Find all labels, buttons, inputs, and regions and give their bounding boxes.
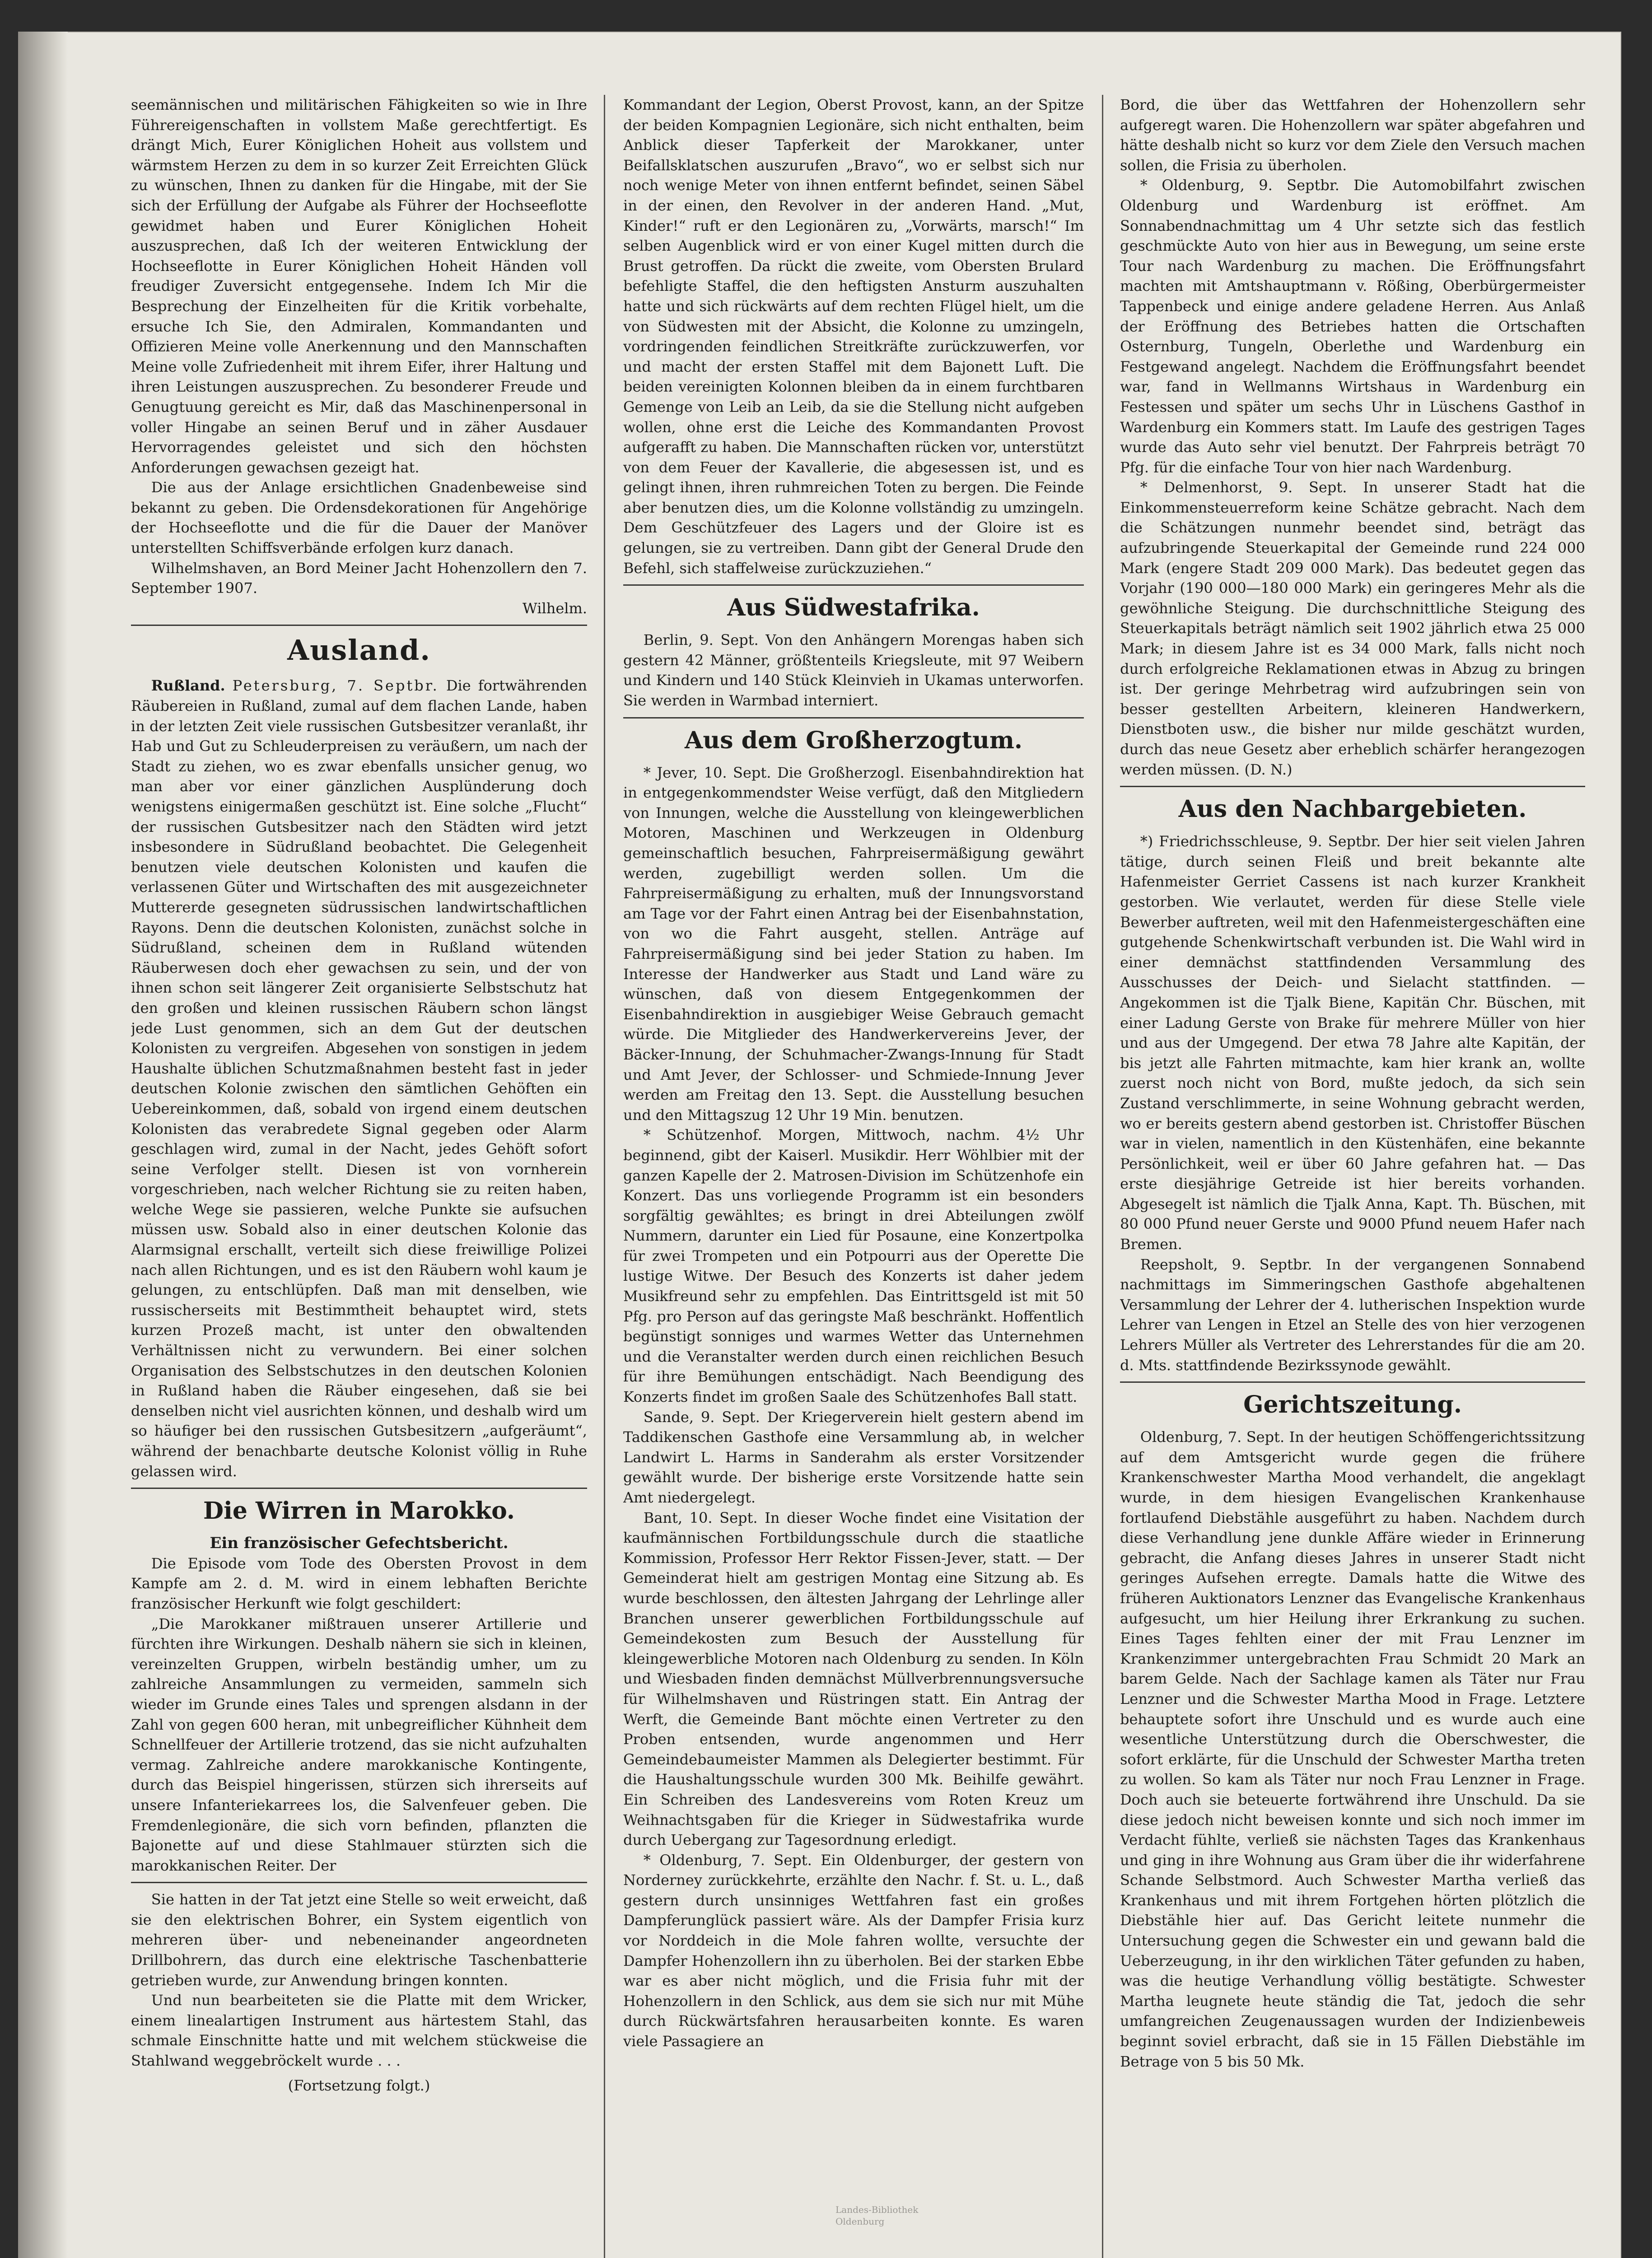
section-heading-ausland: Ausland.	[287, 634, 431, 667]
section-rule	[131, 625, 587, 626]
section-heading-gerichtszeitung: Gerichtszeitung.	[1243, 1391, 1462, 1419]
article-dateline: Petersburg, 7. Septbr.	[232, 677, 439, 695]
newspaper-page	[131, 95, 1585, 2258]
article-text: * Schützenhof. Morgen, Mittwoch, nachm. 4½ Uhr beginnend, gibt der Kaiserl. Musikdir. Herr Wöhlbier mit der ganzen Kapelle der 2. Matrosen-Division im Schützenhofe ein Konzert. Das uns vorliegende Programm ist ein besonders sorgfältig gewähltes; es bringt in drei Abteilungen zwölf Nummern, darunter ein Lied für Posaune, eine Konzertpolka für zwei Trompeten und ein Potpourri aus der Operette Die lustige Witwe. Der Besuch des Konzerts ist daher jedem Musikfreund sehr zu empfehlen. Das Eintrittsgeld ist mit 50 Pfg. pro Person auf das geringste Maß beschränkt. Hoffentlich begünstigt sonniges und warmes Wetter das Unternehmen und die Veranstalter werden durch einen reichlichen Besuch für ihre Bemühungen entschädigt. Nach Beendigung des Konzerts findet im großen Saale des Schützenhofes Ball statt.	[623, 1126, 1084, 1406]
section-heading-grossherzogtum: Aus dem Großherzogtum.	[685, 726, 1022, 754]
article-text: Bant, 10. Sept. In dieser Woche findet eine Visitation der kaufmännischen Fortbildungsschule durch die staatliche Kommission, Professor Herr Rektor Fissen-Jever, statt. — Der Gemeinderat hielt am gestrigen Montag eine Sitzung ab. Es wurde beschlossen, den ältesten Jahrgang der Lehrlinge aller Branchen unserer gewerblichen Fortbildungsschule auf Gemeindekosten zum Besuch der Ausstellung für kleingewerbliche Motoren nach Oldenburg zu senden. In Köln und Wiesbaden finden demnächst Müllverbrennungsversuche für Wilhelmshaven und Rüstringen statt. Ein Antrag der Werft, die Gemeinde Bant möchte einen Vertreter zu den Proben entsenden, wurde angenommen und Herr Gemeindebaumeister Mammen als Delegierter bestimmt. Für die Haushaltungsschule wurden 300 Mk. Beihilfe gewährt. Ein Schreiben des Landesvereins vom Roten Kreuz um Weihnachtsgaben für die Krieger in Südwestafrika wurde durch Uebergang zur Tagesordnung erledigt.	[623, 1509, 1084, 1849]
column-1	[131, 95, 587, 2258]
column-rule	[604, 95, 605, 2258]
article-subheading: Ein französischer Gefechtsbericht.	[210, 1534, 509, 1553]
section-rule	[1120, 786, 1585, 787]
section-rule	[623, 584, 1084, 586]
article-text: *) Friedrichsschleuse, 9. Septbr. Der hier seit vielen Jahren tätige, durch seinen Fleiß und breit bekannte alte Hafenmeister Gerriet Cassens ist nach kurzer Krankheit gestorben. Wie verlautet, werden für diese Stelle viele Bewerber auftreten, weil mit den Hafenmeistergeschäften eine gutgehende Schenkwirtschaft verbunden ist. Die Wahl wird in einer demnächst stattfindenden Versammlung des Ausschusses der Deich- und Sielacht stattfinden. — Angekommen ist die Tjalk Biene, Kapitän Chr. Büschen, mit einer Ladung Gerste von Brake für mehrere Müller von hier und aus der Umgegend. Der etwa 78 Jahre alte Kapitän, der bis jetzt alle Fahrten mitmachte, kam hier krank an, wollte zuerst noch nicht von Bord, mußte jedoch, da sich sein Zustand verschlimmerte, in seine Wohnung gebracht werden, wo er bereits gestern abend gestorben ist. Christoffer Büschen war in vielen, namentlich in den Küstenhäfen, eine bekannte Persönlichkeit, weil er über 60 Jahre gefahren hat. — Das erste diesjährige Getreide ist hier bereits vorhanden. Abgesegelt ist nämlich die Tjalk Anna, Kapt. Th. Büschen, mit 80 000 Pfund neuer Gerste und 9000 Pfund neuem Hafer nach Bremen.	[1120, 833, 1585, 1253]
article-text: Berlin, 9. Sept. Von den Anhängern Morengas haben sich gestern 42 Männer, größtenteils Kriegsleute, mit 97 Weibern und Kindern und 140 Stück Kleinvieh in Ukamas unterworfen. Sie werden in Warmbad interniert.	[623, 631, 1084, 709]
article-text: Oldenburg, 7. Sept. In der heutigen Schöffengerichtssitzung auf dem Amtsgericht wurde gegen die frühere Krankenschwester Martha Mood verhandelt, die angeklagt wurde, in dem hiesigen Evangelischen Krankenhause fortlaufend Diebstähle ausgeführt zu haben. Nachdem durch diese Verhandlung jene dunkle Affäre wieder in Erinnerung gebracht, die Anfang dieses Jahres in unserer Stadt nicht geringes Aufsehen erregte. Damals hatte die Witwe des früheren Auktionators Lenzner das Evangelische Krankenhaus aufgesucht, um hier Heilung ihrer Erkrankung zu suchen. Eines Tages fehlten einer der mit Frau Lenzner im Krankenzimmer untergebrachten Frau Schmidt 20 Mark an barem Gelde. Nach der Sachlage kamen als Täter nur Frau Lenzner und die Schwester Martha Mood in Frage. Letztere behauptete sofort ihre Unschuld und es wurde auch eine wesentliche Unterstützung durch die Oberschwester, die sofort erklärte, für die Unschuld der Schwester Martha treten zu wollen. So kam als Täter nur noch Frau Lenzner in Frage. Doch auch sie beteuerte fortwährend ihre Unschuld. Da sie diese jedoch nicht beweisen konnte und sich noch immer im Verdacht fühlte, verließ sie nächsten Tages das Krankenhaus und ging in ihre Wohnung aus Gram über die ihr widerfahrene Schande Selbstmord. Auch Schwester Martha verließ das Krankenhaus und mit ihrem Fortgehen hörten plötzlich die Diebstähle hier auf. Das Gericht leitete nunmehr die Untersuchung gegen die Schwester ein und gewann bald die Ueberzeugung, in ihr den wirklichen Täter gefunden zu haben, was die heutige Verhandlung völlig bestätigte. Schwester Martha leugnete heute ständig die Tat, jedoch die sehr umfangreichen Zeugenaussagen wurden der Indizienbeweis beginnt soviel erbracht, daß sie in 15 Fällen Diebstähle im Betrage von 5 bis 50 Mk.	[1120, 1428, 1585, 2070]
decree-place-date: Wilhelmshaven, an Bord Meiner Jacht Hohenzollern den 7. September 1907.	[131, 559, 587, 597]
feuilleton-rule	[131, 1882, 587, 1883]
column-3	[1120, 95, 1585, 2258]
column-rule	[1102, 95, 1103, 2258]
section-heading-marokko: Die Wirren in Marokko.	[203, 1497, 515, 1525]
section-rule	[1120, 1381, 1585, 1383]
book-spine	[18, 32, 68, 2258]
article-lead: Rußland.	[151, 677, 225, 695]
article-text: Bord, die über das Wettfahren der Hohenzollern sehr aufgeregt waren. Die Hohenzollern war später abgefahren und hätte deshalb nicht so kurz vor dem Ziele den Versuch machen sollen, die Frisia zu überholen.	[1120, 96, 1585, 174]
continuation-note: (Fortsetzung folgt.)	[288, 2076, 430, 2094]
stamp-line: Oldenburg	[835, 2216, 885, 2227]
article-text: Kommandant der Legion, Oberst Provost, kann, an der Spitze der beiden Kompagnien Legionäre, sich nicht enthalten, beim Anblick dieser Tapferkeit der Marokkaner, unter Beifallsklatschen auszurufen „Bravo“, wo er selbst sich nur noch wenige Meter von ihnen entfernt befindet, seinen Säbel in der einen, den Revolver in der anderen Hand. „Mut, Kinder!“ ruft er den Legionären zu, „Vorwärts, marsch!“ Im selben Augenblick wird er von einer Kugel mitten durch die Brust getroffen. Da rückt die zweite, vom Obersten Brulard befehligte Staffel, die den heftigsten Ansturm auszuhalten hatte und sich rückwärts auf dem rechten Flügel hielt, um die von Südwesten mit der Absicht, die Kolonne zu umzingeln, vordringenden feindlichen Streitkräfte zurückzuwerfen, vor und macht der ersten Staffel mit dem Bajonett Luft. Die beiden vereinigten Kolonnen bleiben da in einem furchtbaren Gemenge von Leib an Leib, da sie die Stellung nicht aufgeben wollen, ohne erst die Leiche des Kommandanten Provost aufgerafft zu haben. Die Mannschaften rücken vor, unterstützt von dem Feuer der Kavallerie, die abgesessen ist, und es gelingt ihnen, ihren ruhmreichen Toten zu bergen. Die Feinde aber benutzen dies, um die Kolonne vollständig zu umzingeln. Dem Geschützfeuer des Lagers und der Gloire ist es gelungen, sie zu vertreiben. Dann gibt der General Drude den Befehl, sich staffelweise zurückzuziehen.“	[623, 96, 1084, 577]
article-text: * Delmenhorst, 9. Sept. In unserer Stadt hat die Einkommensteuerreform keine Schätze gebracht. Nach dem die Schätzungen nunmehr beendet sind, beträgt das aufzubringende Steuerkapital der Gemeinde rund 224 000 Mark (engere Stadt 209 000 Mark). Das bedeutet gegen das Vorjahr (190 000—180 000 Mark) ein geringeres Mehr als die gewöhnliche Steigung. Die durchschnittliche Steigung des Steuerkapitals beträgt nämlich seit 1902 jährlich etwa 25 000 Mark; in diesem Jahre ist es 34 000 Mark, falls nicht noch durch erfolgreiche Reklamationen etwas in Abzug zu bringen ist. Der geringe Mehrbetrag wird aufzubringen sein von besser gestellten Arbeitern, kleineren Handwerkern, Dienstboten usw., die bisher nur milde geschätzt wurden, durch das neue Gesetz aber erheblich schärfer herangezogen werden müssen. (D. N.)	[1120, 479, 1585, 778]
article-text: * Jever, 10. Sept. Die Großherzogl. Eisenbahndirektion hat in entgegenkommendster Weise verfügt, daß den Mitgliedern von Innungen, welche die Ausstellung von kleingewerblichen Motoren, Maschinen und Werkzeugen in Oldenburg gemeinschaftlich besuchen, Fahrpreisermäßigung gewährt werden, zugebilligt werden sollen. Um die Fahrpreisermäßigung zu erhalten, muß der Innungsvorstand am Tage vor der Fahrt einen Antrag bei der Eisenbahnstation, von wo die Fahrt ausgeht, stellen. Anträge auf Fahrpreisermäßigung sind bei jeder Station zu haben. Im Interesse der Handwerker aus Stadt und Land wäre zu wünschen, daß von diesem Entgegenkommen der Eisenbahndirektion in ausgiebiger Weise Gebrauch gemacht würde. Die Mitglieder des Handwerkervereins Jever, der Bäcker-Innung, der Schuhmacher-Zwangs-Innung für Stadt und Amt Jever, der Schlosser- und Schmiede-Innung Jever werden am Freitag den 13. Sept. die Ausstellung besuchen und den Mittagszug 12 Uhr 19 Min. benutzen.	[623, 764, 1084, 1124]
library-stamp	[835, 2204, 918, 2227]
article-text: Die Episode vom Tode des Obersten Provost in dem Kampfe am 2. d. M. wird in einem lebhaften Berichte französischer Herkunft wie folgt geschildert:	[131, 1554, 587, 1612]
section-rule	[623, 717, 1084, 718]
feuilleton-text: Sie hatten in der Tat jetzt eine Stelle so weit erweicht, daß sie den elektrischen Bohrer, ein System eigentlich von mehreren über- und nebeneinander angeordneten Drillbohrern, das durch eine elektrische Taschenbatterie getrieben wurde, zur Anwendung bringen konnten.	[131, 1891, 587, 1989]
article-text: * Oldenburg, 9. Septbr. Die Automobilfahrt zwischen Oldenburg und Wardenburg ist eröffnet. Am Sonnabendnachmittag um 4 Uhr setzte sich das festlich geschmückte Auto von hier aus in Bewegung, um seine erste Tour nach Wardenburg zu machen. Die Eröffnungsfahrt machten mit Amtshauptmann v. Rößing, Oberbürgermeister Tappenbeck und einige andere geladene Herren. Aus Anlaß der Eröffnung des Betriebes hatten die Ortschaften Osternburg, Tungeln, Oberlethe und Wardenburg ein Festgewand angelegt. Nachdem die Eröffnungsfahrt beendet war, fand in Wellmanns Wirtshaus in Wardenburg ein Festessen und später um sechs Uhr in Lüschens Gasthof in Wardenburg ein Kommers statt. Im Laufe des gestrigen Tages wurde das Auto sehr viel benutzt. Der Fahrpreis beträgt 70 Pfg. für die einfache Tour von hier nach Wardenburg.	[1120, 177, 1585, 476]
article-text: Sande, 9. Sept. Der Kriegerverein hielt gestern abend im Taddikenschen Gasthofe eine Versammlung ab, in welcher Landwirt L. Harms in Sanderahm als erster Vorsitzender gewählt wurde. Der bisherige erste Vorsitzende hatte sein Amt niedergelegt.	[623, 1408, 1084, 1506]
article-text: Die fortwährenden Räubereien in Rußland, zumal auf dem flachen Lande, haben in der letzten Zeit viele russischen Gutsbesitzer veranlaßt, ihr Hab und Gut zu Schleuderpreisen zu veräußern, um nach der Stadt zu ziehen, wo es zwar ebenfalls unsicher genug, wo man aber vor einer gänzlichen Ausplünderung doch wenigstens einigermaßen geschützt ist. Eine solche „Flucht“ der russischen Gutsbesitzer nach den Städten wird jetzt insbesondere in Südrußland beobachtet. Die Gelegenheit benutzen viele deutschen Kolonisten und kaufen die verlassenen Güter und Wirtschaften des mit ausgezeichneter Muttererde gesegneten südrussischen landwirtschaftlichen Rayons. Denn die deutschen Kolonisten, zunächst solche in Südrußland, scheinen dem in Rußland wütenden Räuberwesen doch eher gewachsen zu sein, und der von ihnen schon seit längerer Zeit organisierte Selbstschutz hat den großen und kleinen russischen Räubern schon längst jede Lust genommen, sich an dem Gut der deutschen Kolonisten zu vergreifen. Abgesehen von sonstigen in jedem Haushalte üblichen Schutzmaßnahmen besteht fast in jeder deutschen Kolonie zwischen den sämtlichen Gehöften ein Uebereinkommen, daß, sobald von irgend einem deutschen Kolonisten das verabredete Signal gegeben oder Alarm geschlagen wird, zumal in der Nacht, jedes Gehöft sofort seine Verfolger stellt. Diesen ist von vornherein vorgeschrieben, nach welcher Richtung sie zu reiten haben, welche Wege sie passieren, welche Punkte sie aufsuchen müssen usw. Sobald also in einer deutschen Kolonie das Alarmsignal erschallt, verteilt sich diese freiwillige Polizei nach allen Richtungen, und es ist den Räubern wohl kaum je gelungen, zu entschlüpfen. Daß man mit denselben, wie russischerseits mit Bestimmtheit behauptet wird, stets kurzen Prozeß macht, ist unter den obwaltenden Verhältnissen nicht zu verwundern. Bei einer solchen Organisation des Selbstschutzes in den deutschen Kolonien in Rußland haben die Räuber eingesehen, daß sie bei denselben nicht viel ausrichten können, und deshalb wird um so häufiger bei den russischen Gutsbesitzern „aufgeräumt“, während der benachbarte deutsche Kolonist völlig in Ruhe gelassen wird.	[131, 677, 587, 1480]
decree-signature: Wilhelm.	[522, 599, 587, 617]
feuilleton-text: Und nun bearbeiteten sie die Platte mit dem Wricker, einem linealartigen Instrument aus härtestem Stahl, das schmale Einschnitte hatte und mit welchem stückweise die Stahlwand weggebröckelt wurde . . .	[131, 1992, 587, 2070]
stamp-line: Landes-Bibliothek	[835, 2204, 919, 2215]
section-heading-nachbargebiete: Aus den Nachbargebieten.	[1178, 795, 1527, 823]
decree-text: seemännischen und militärischen Fähigkeiten so wie in Ihre Führereigenschaften in vollstem Maße gerechtfertigt. Es drängt Mich, Eurer Königlichen Hoheit aus vollstem und wärmstem Herzen zu dem in so kurzer Zeit Erreichten Glück zu wünschen, Ihnen zu danken für die Hingabe, mit der Sie sich der Erfüllung der Aufgabe als Führer der Hochseeflotte gewidmet haben und Eurer Königlichen Hoheit auszusprechen, daß Ich der weiteren Entwicklung der Hochseeflotte in Eurer Königlichen Hoheit Händen voll freudiger Zuversicht entgegensehe. Indem Ich Mir die Besprechung der Einzelheiten für die Kritik vorbehalte, ersuche Ich Sie, den Admiralen, Kommandanten und Offizieren Meine volle Anerkennung und den Mannschaften Meine volle Zufriedenheit mit ihrem Eifer, ihrer Haltung und ihren Leistungen auszusprechen. Zu besonderer Freude und Genugtuung gereicht es Mir, daß das Maschinenpersonal in voller Hingabe an seinen Beruf und in zäher Ausdauer Hervorragendes geleistet und sich den höchsten Anforderungen gewachsen gezeigt hat.	[131, 96, 587, 476]
decree-text: Die aus der Anlage ersichtlichen Gnadenbeweise sind bekannt zu geben. Die Ordensdekorationen für Angehörige der Hochseeflotte und die für die Dauer der Manöver unterstellten Schiffsverbände erfolgen kurz danach.	[131, 479, 587, 557]
column-2	[623, 95, 1084, 2258]
article-text: „Die Marokkaner mißtrauen unserer Artillerie und fürchten ihre Wirkungen. Deshalb nähern sie sich in kleinen, vereinzelten Gruppen, wirbeln beständig umher, um zu zahlreiche Ansammlungen zu vermeiden, sammeln sich wieder im Grunde eines Tales und sprengen alsdann in der Zahl von gegen 600 heran, mit unbegreiflicher Kühnheit dem Schnellfeuer der Artillerie trotzend, das sie nicht aufzuhalten vermag. Zahlreiche andere marokkanische Kontingente, durch das Beispiel hingerissen, stürzen sich ihrerseits auf unsere Infanteriekarrees los, die Salvenfeuer geben. Die Fremdenlegionäre, die sich vorn befinden, pflanzten die Bajonette auf und diese Stahlmauer stürzten sich die marokkanischen Reiter. Der	[131, 1615, 587, 1874]
article-text: Reepsholt, 9. Septbr. In der vergangenen Sonnabend nachmittags im Simmeringschen Gasthofe abgehaltenen Versammlung der Lehrer der 4. lutherischen Inspektion wurde Lehrer van Lengen in Etzel an Stelle des von hier verzogenen Lehrers Müller als Vertreter des Lehrerstandes für die am 20. d. Mts. stattfindende Bezirkssynode gewählt.	[1120, 1255, 1585, 1374]
article-text: * Oldenburg, 7. Sept. Ein Oldenburger, der gestern von Norderney zurückkehrte, erzählte den Nachr. f. St. u. L., daß gestern durch unsinniges Wettfahren fast ein großes Dampferunglück passiert wäre. Als der Dampfer Frisia kurz vor Norddeich in die Mole fahren wollte, versuchte der Dampfer Hohenzollern ihn zu überholen. Bei der starken Ebbe war es aber nicht möglich, und die Frisia fuhr mit der Hohenzollern in den Schlick, aus dem sie sich nur mit Mühe durch Rückwärtsfahren herausarbeiten konnte. Es waren viele Passagiere an	[623, 1851, 1084, 2050]
section-heading-suedwestafrika: Aus Südwestafrika.	[727, 594, 980, 622]
section-rule	[131, 1488, 587, 1489]
